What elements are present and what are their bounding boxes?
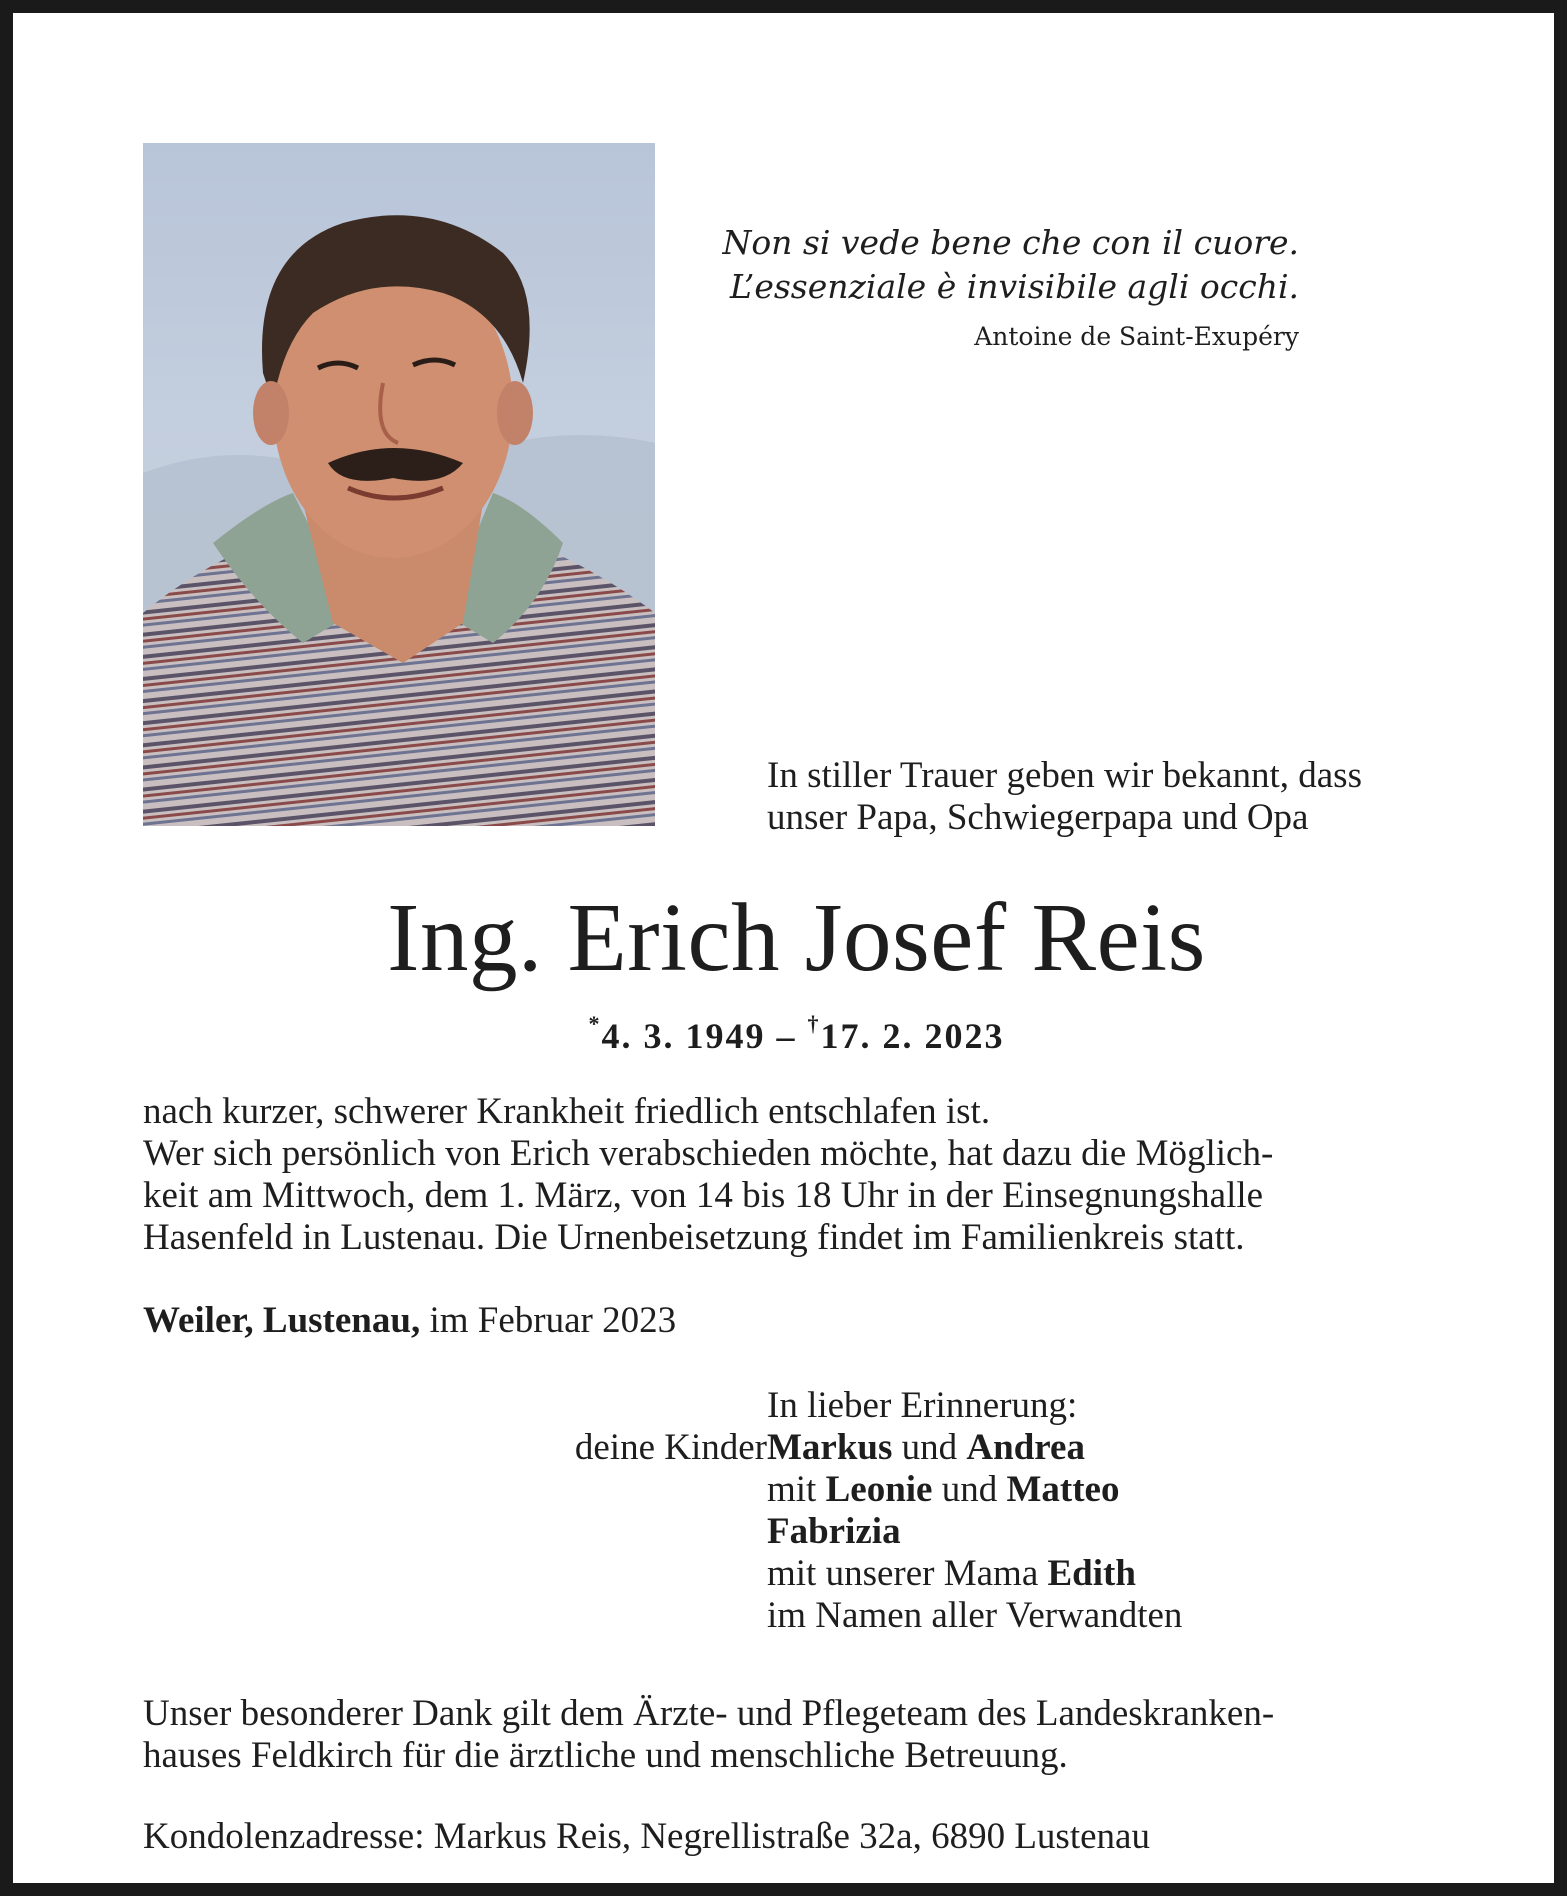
child-name-1: Markus — [767, 1427, 893, 1468]
body-line-2: Wer sich persönlich von Erich verabschieden möchte, hat dazu die Möglich- — [143, 1133, 1274, 1174]
connector-with: mit — [767, 1469, 826, 1510]
announcement-intro — [767, 755, 1467, 839]
mother-name: Edith — [1047, 1553, 1136, 1594]
mourners-grandchildren-row — [413, 1469, 1413, 1511]
place-and-date — [143, 1300, 676, 1342]
quote-line-2: L’essenziale è invisibile agli occhi. — [729, 267, 1299, 306]
relatives-text: im Namen aller Verwandten — [767, 1595, 1183, 1636]
mourners-heading: In lieber Erinnerung: — [767, 1385, 1078, 1426]
thanks-line-1: Unser besonderer Dank gilt dem Ärzte- und Pflegeteam des Landeskranken- — [143, 1693, 1275, 1734]
intro-line-2: unser Papa, Schwiegerpapa und Opa — [767, 797, 1309, 838]
death-symbol: † — [807, 1011, 821, 1036]
birth-symbol: * — [588, 1011, 602, 1036]
mourners-heading-row — [413, 1385, 1413, 1427]
thanks-line-2: hauses Feldkirch für die ärztliche und menschliche Betreuung. — [143, 1735, 1068, 1776]
connector-with-mother: mit unserer Mama — [767, 1553, 1048, 1594]
mourners-relatives-row — [413, 1595, 1413, 1637]
deceased-name: Ing. Erich Josef Reis — [387, 884, 1206, 991]
mourners-list — [413, 1385, 1413, 1637]
connector-and: und — [932, 1469, 1007, 1510]
grandchild-name-1: Leonie — [825, 1469, 933, 1510]
mourners-child3-row — [413, 1511, 1413, 1553]
quote-line-1: Non si vede bene che con il cuore. — [722, 223, 1299, 262]
body-line-4: Hasenfeld in Lustenau. Die Urnenbeisetzung findet im Familienkreis statt. — [143, 1217, 1245, 1258]
quote — [713, 221, 1299, 309]
announcement-body — [143, 1091, 1453, 1259]
mourners-children-row — [413, 1427, 1413, 1469]
place-location: Weiler, Lustenau, — [143, 1300, 421, 1341]
body-line-3: keit am Mittwoch, dem 1. März, von 14 bis 18 Uhr in der Einsegnungshalle — [143, 1175, 1264, 1216]
portrait-photo — [143, 143, 655, 826]
child-name-3: Fabrizia — [767, 1511, 901, 1552]
condolence-address: Kondolenzadresse: Markus Reis, Negrellistraße 32a, 6890 Lustenau — [143, 1816, 1150, 1857]
body-line-1: nach kurzer, schwerer Krankheit friedlich entschlafen ist. — [143, 1091, 991, 1132]
birth-date: 4. 3. 1949 — [601, 1016, 766, 1056]
place-date: im Februar 2023 — [420, 1300, 677, 1341]
life-dates — [13, 1005, 1567, 1059]
intro-line-1: In stiller Trauer geben wir bekannt, dass — [767, 755, 1362, 796]
grandchild-name-2: Matteo — [1006, 1469, 1120, 1510]
quote-author: Antoine de Saint-Exupéry — [974, 322, 1299, 351]
mourners-mother-row — [413, 1553, 1413, 1595]
child-name-2: Andrea — [966, 1427, 1085, 1468]
connector-and: und — [892, 1427, 967, 1468]
children-label: deine Kinder — [574, 1427, 767, 1468]
date-dash: – — [765, 1016, 808, 1056]
thanks-note — [143, 1693, 1453, 1777]
death-date: 17. 2. 2023 — [820, 1016, 1005, 1056]
